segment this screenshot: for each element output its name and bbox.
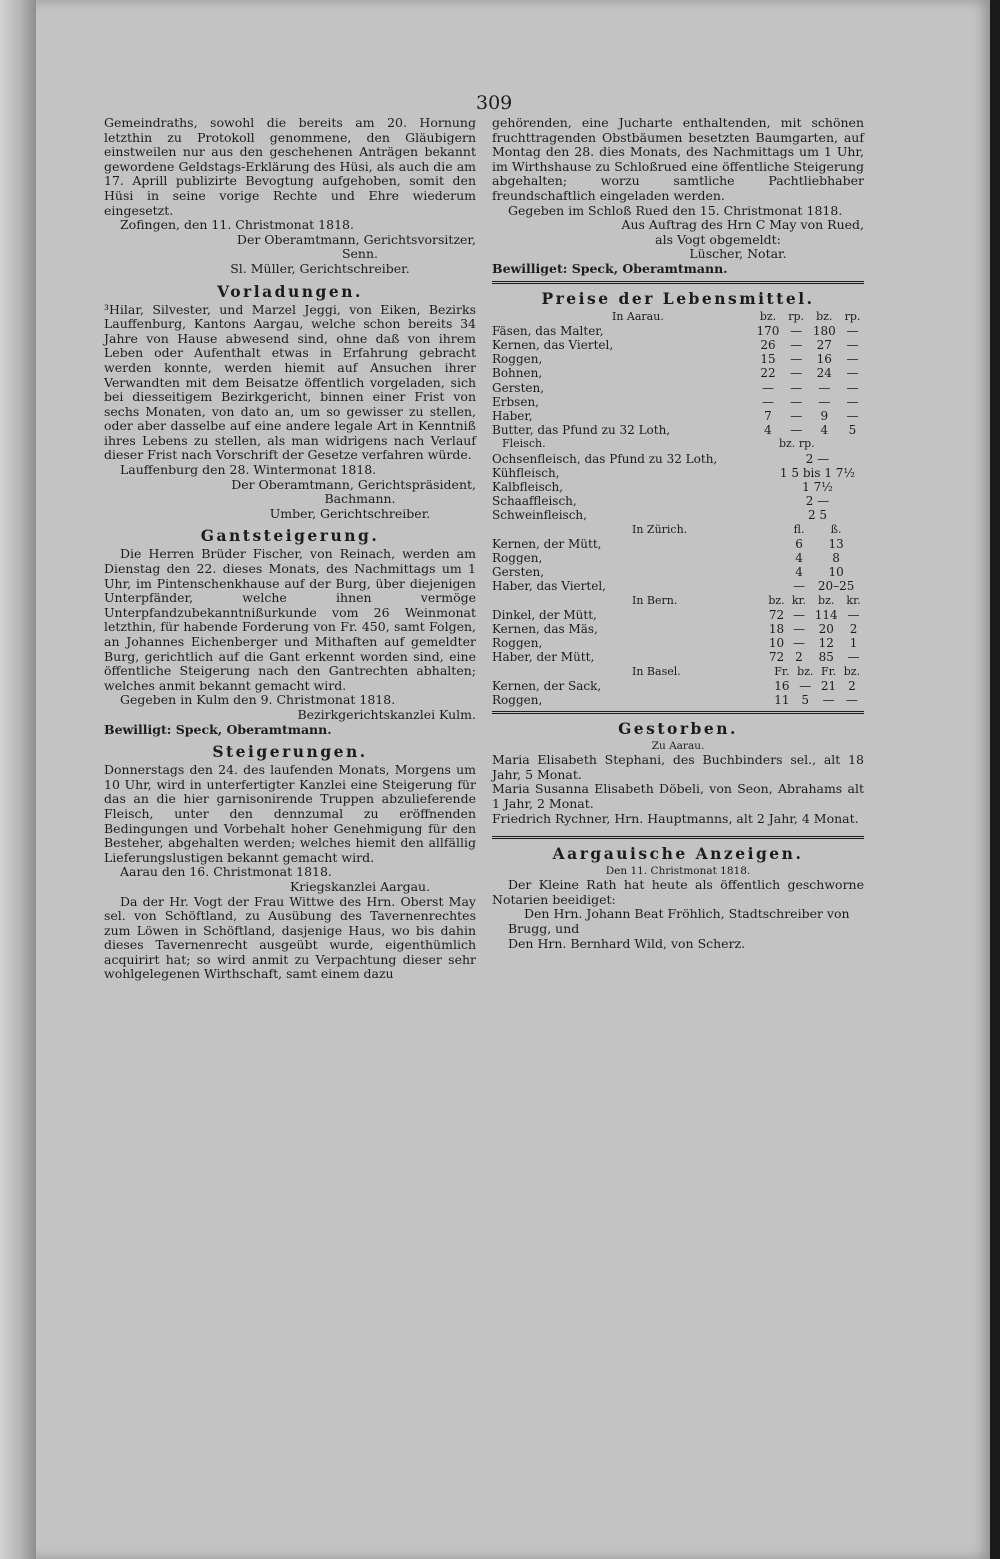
price-value: — <box>846 408 859 423</box>
section-heading-preise: Preise der Lebensmittel. <box>541 288 815 308</box>
price-value: 2 <box>849 622 858 636</box>
price-value: 10 <box>768 636 785 651</box>
section-heading-steigerungen: Steigerungen. <box>212 742 368 762</box>
price-value: 26 <box>760 337 776 352</box>
page-fold-shadow <box>0 0 36 1559</box>
price-value: — <box>790 366 803 381</box>
double-rule <box>492 836 864 839</box>
price-value: 13 <box>828 536 844 551</box>
price-value: — <box>790 394 803 409</box>
price-value: 27 <box>816 337 832 352</box>
price-value: — <box>799 678 812 693</box>
price-value: — <box>846 366 859 381</box>
double-rule <box>492 281 864 284</box>
price-value: 2 — <box>805 451 830 466</box>
price-row <box>492 508 864 522</box>
price-value: — <box>818 380 831 395</box>
price-value: 24 <box>816 366 832 381</box>
price-value: — <box>845 693 858 708</box>
price-value: — <box>790 352 803 367</box>
price-item: Kernen, das Mäs, <box>492 622 598 636</box>
signature-line: Bezirkgerichtskanzlei Kulm. <box>297 706 476 722</box>
price-value: — <box>761 380 774 395</box>
price-item: Ochsenfleisch, das Pfund zu 32 Loth, <box>492 451 718 466</box>
price-item: Gersten, <box>492 380 545 395</box>
approval-line: Bewilliget: Speck, Oberamtmann. <box>492 260 728 276</box>
price-value: 170 <box>756 323 780 338</box>
page-number: 309 <box>476 92 513 114</box>
price-value: 5 <box>848 423 857 438</box>
signature-name: Bachmann. <box>324 491 396 507</box>
price-item: Kernen, der Mütt, <box>492 536 602 551</box>
price-value: 20–25 <box>817 579 855 594</box>
price-value: 1 5 bis 1 7½ <box>779 465 856 480</box>
price-value: 4 <box>795 550 803 565</box>
price-value: — <box>792 622 805 636</box>
price-value: — <box>846 337 859 352</box>
price-row <box>492 324 864 338</box>
price-table-fleisch <box>492 437 864 522</box>
price-row <box>492 693 864 707</box>
price-value: 5 <box>801 693 810 708</box>
price-value: — <box>818 394 831 409</box>
price-item: Roggen, <box>492 550 543 565</box>
price-value: 2 <box>848 678 856 693</box>
price-item: Haber, <box>492 408 533 423</box>
price-value: 1 7½ <box>802 479 833 494</box>
price-item: Dinkel, der Mütt, <box>492 607 597 622</box>
approval-line: Bewilligt: Speck, Oberamtmann. <box>104 721 332 737</box>
date-subheading: Den 11. Christmonat 1818. <box>605 865 751 878</box>
price-item: Kernen, das Viertel, <box>492 337 614 352</box>
signature-line: als Vogt obgemeldt: <box>655 231 781 247</box>
price-value: 72 <box>768 650 785 665</box>
price-value: — <box>790 423 803 438</box>
price-value: 1 <box>849 636 858 651</box>
signature-name: Senn. <box>341 246 379 262</box>
place-date: Zofingen, den 11. Christmonat 1818. <box>120 217 354 233</box>
price-row <box>492 352 864 366</box>
section-heading-gestorben: Gestorben. <box>618 719 738 739</box>
market-label: In Aarau. <box>612 309 664 323</box>
death-notice: Maria Elisabeth Stephani, des Buchbinders sel., alt 18 Jahr, 5 Monat. <box>492 752 864 782</box>
column-header: rp. <box>788 309 805 323</box>
price-value: 4 <box>820 423 829 438</box>
price-item: Roggen, <box>492 352 543 367</box>
price-value: 9 <box>820 408 829 423</box>
price-value: 16 <box>816 352 832 367</box>
price-value: 10 <box>828 565 844 580</box>
price-row <box>492 636 864 650</box>
price-value: 11 <box>774 693 790 708</box>
price-value: 15 <box>760 352 776 367</box>
signature-line: Aus Auftrag des Hrn C May von Rued, <box>621 217 864 233</box>
price-value: 8 <box>832 550 840 565</box>
signature-name: Lüscher, Notar. <box>689 246 787 262</box>
notice-paragraph: ³Hilar, Silvester, und Marzel Jeggi, von Eiken, Bezirks Lauffenburg, Kantons Aargau, welche schon bereits 34 Jahre von Hause abwesend sind, ohne daß von ihrem Leben oder Aufenthalt etwas in Erfahrung gebracht werden konnte, werden hiemit auf Ansuchen ihrer Verwandten mit dem Beisatze öffentlich vorgeladen, sich bei diesseitigem Bezirkgericht, binnen einer Frist von sechs Monaten, von dato an, um so gewisser zu stellen, oder aber dasselbe auf eine andere legale Art in Kenntniß ihres Lebens zu stellen, als man widrigens nach Verlauf dieser Frist nach Vorschrift der Gesetze verfahren würde. <box>104 301 476 463</box>
price-value: 114 <box>814 607 838 622</box>
column-header: Fr. <box>774 664 790 678</box>
signature-line: Umber, Gerichtschreiber. <box>269 505 431 521</box>
notice-paragraph: Gemeindraths, sowohl die bereits am 20. Hornung letzthin zu Protokoll genommene, den Gläubigern einstweilen nur aus den geschehenen Anträgen bekannt gewordene Geldstags-Erklärung des Hüsi, als auch die am 17. Aprill publizirte Bevogtung aufgehoben, somit den Hüsi in seine vorige Rechte und Ehre wiederum eingesetzt. <box>104 115 476 218</box>
announcement-line: Der Kleine Rath hat heute als öffentlich geschworne Notarien beeidiget: <box>492 877 864 907</box>
price-row <box>492 551 864 565</box>
price-row <box>492 409 864 423</box>
price-value: 12 <box>818 636 834 651</box>
price-value: 2 <box>795 650 803 665</box>
market-label: In Zürich. <box>632 522 688 536</box>
section-heading-gantsteigerung: Gantsteigerung. <box>200 526 380 546</box>
signature-line: Kriegskanzlei Aargau. <box>289 878 431 894</box>
price-row <box>492 622 864 636</box>
right-column <box>492 116 864 951</box>
death-notice: Friedrich Rychner, Hrn. Hauptmanns, alt 2 Jahr, 4 Monat. <box>492 810 859 826</box>
price-value: 6 <box>795 536 803 551</box>
double-rule <box>492 711 864 714</box>
price-value: — <box>822 693 835 708</box>
price-value: 180 <box>812 323 836 338</box>
price-value: 2 — <box>805 494 830 509</box>
price-row <box>492 366 864 380</box>
price-value: — <box>792 607 805 622</box>
price-row <box>492 338 864 352</box>
column-header-rp: rp. <box>798 437 815 451</box>
column-header: bz. <box>843 664 861 678</box>
price-row <box>492 565 864 579</box>
price-value: — <box>790 408 803 423</box>
market-label: Fleisch. <box>502 437 546 451</box>
column-header: bz. <box>768 593 785 607</box>
price-value: 2 5 <box>807 508 828 523</box>
market-label: In Basel. <box>632 664 681 678</box>
price-value: — <box>793 579 806 594</box>
price-value: — <box>847 650 860 665</box>
price-row <box>492 679 864 693</box>
place-date: Gegeben in Kulm den 9. Christmonat 1818. <box>120 692 396 708</box>
price-item: Schweinfleisch, <box>492 508 587 523</box>
signature-line: Der Oberamtmann, Gerichtsvorsitzer, <box>236 231 476 247</box>
price-item: Bohnen, <box>492 366 543 381</box>
price-item: Erbsen, <box>492 394 539 409</box>
price-row <box>492 494 864 508</box>
price-row <box>492 650 864 664</box>
price-table-zurich <box>492 523 864 594</box>
price-row <box>492 579 864 593</box>
price-value: — <box>846 323 859 338</box>
price-value: 21 <box>820 678 837 693</box>
price-item: Kernen, der Sack, <box>492 678 602 693</box>
price-row <box>492 608 864 622</box>
price-item: Fäsen, das Malter, <box>492 323 604 338</box>
price-row <box>492 452 864 466</box>
column-header: kr. <box>791 593 807 607</box>
price-value: 18 <box>768 622 785 636</box>
column-header <box>771 437 864 451</box>
price-table-aarau <box>492 310 864 438</box>
place-date: Lauffenburg den 28. Wintermonat 1818. <box>120 462 377 478</box>
price-value: 85 <box>818 650 834 665</box>
place-date: Aarau den 16. Christmonat 1818. <box>120 864 332 880</box>
price-row <box>492 381 864 395</box>
price-value: 16 <box>774 678 790 693</box>
price-value: — <box>792 636 805 651</box>
price-value: 22 <box>760 366 776 381</box>
notice-paragraph: gehörenden, eine Jucharte enthaltenden, mit schönen fruchttragenden Obstbäumen besetzten Baumgarten, auf Montag den 28. dies Monats, des Nachmittags um 1 Uhr, im Wirthshause zu Schloßrued eine öffentliche Steigerung abgehalten; worzu samtliche Pachtliebhaber freundschaftlich eingeladen werden. <box>492 115 864 203</box>
column-header: bz. <box>797 664 814 678</box>
price-item: Haber, der Mütt, <box>492 650 595 665</box>
price-value: — <box>846 352 859 367</box>
price-row <box>492 395 864 409</box>
price-row <box>492 480 864 494</box>
column-header: bz. <box>759 309 777 323</box>
price-value: 7 <box>764 408 772 423</box>
announcement-line: Den Hrn. Bernhard Wild, von Scherz. <box>508 935 746 951</box>
price-item: Roggen, <box>492 636 543 651</box>
section-heading-anzeigen: Aargauische Anzeigen. <box>552 844 804 864</box>
price-value: 4 <box>795 565 803 580</box>
column-header: rp. <box>844 309 861 323</box>
signature-line: Sl. Müller, Gerichtschreiber. <box>230 260 410 276</box>
price-value: 72 <box>768 607 785 622</box>
price-value: — <box>790 323 803 338</box>
price-row <box>492 423 864 437</box>
price-value: 20 <box>818 622 834 636</box>
market-label: In Bern. <box>632 593 678 607</box>
notice-paragraph: Donnerstags den 24. des laufenden Monats, Morgens um 10 Uhr, wird in unterfertigter Kanzlei eine Steigerung für das an die hier garnisonirende Truppen abzulieferende Fleisch, unter den dennzumal zu eröffnenden Bedingungen und Vorbehalt hoher Genehmigung für den Besteher, abgehalten werden; welches hiemit den allfällig Lieferungslustigen bekannt gemacht wird. <box>104 762 476 865</box>
column-header-bz: bz. <box>778 437 796 451</box>
section-heading-vorladungen: Vorladungen. <box>217 281 363 301</box>
left-column <box>104 116 476 982</box>
price-item: Haber, das Viertel, <box>492 579 606 594</box>
price-item: Kalbfleisch, <box>492 479 564 494</box>
price-value: — <box>846 394 859 409</box>
column-header: ß. <box>830 522 842 536</box>
price-item: Butter, das Pfund zu 32 Loth, <box>492 423 671 438</box>
column-header: Fr. <box>820 664 837 678</box>
signature-line: Der Oberamtmann, Gerichtspräsident, <box>231 476 476 492</box>
price-table-basel <box>492 665 864 708</box>
price-value: — <box>790 380 803 395</box>
column-header: kr. <box>846 593 861 607</box>
place-date: Gegeben im Schloß Rued den 15. Christmonat 1818. <box>508 202 843 218</box>
price-item: Kühfleisch, <box>492 465 560 480</box>
place-subheading: Zu Aarau. <box>651 740 705 753</box>
column-header: fl. <box>793 522 805 536</box>
death-notice: Maria Susanna Elisabeth Döbeli, von Seon, Abrahams alt 1 Jahr, 2 Monat. <box>492 781 864 811</box>
announcement-line: Den Hrn. Johann Beat Fröhlich, Stadtschreiber von Brugg, und <box>508 906 850 936</box>
price-row <box>492 466 864 480</box>
price-table-bern <box>492 594 864 665</box>
price-value: — <box>847 607 860 622</box>
price-value: — <box>790 337 803 352</box>
price-row <box>492 537 864 551</box>
notice-paragraph: Da der Hr. Vogt der Frau Wittwe des Hrn. Oberst May sel. von Schöftland, zu Ausübung des Tavernenrechtes zum Löwen in Schöftland, dasjenige Haus, wo bis dahin dieses Tavernenrecht ausgeübt wurde, eigenthümlich acquirirt hat; so wird anmit zu Verpachtung dieser sehr wohlgelegenen Wirthschaft, samt einem dazu <box>104 893 476 982</box>
price-value: 4 <box>764 423 772 438</box>
price-item: Roggen, <box>492 693 543 708</box>
price-item: Gersten, <box>492 565 545 580</box>
column-header: bz. <box>816 309 833 323</box>
price-value: — <box>846 380 859 395</box>
notice-paragraph: Die Herren Brüder Fischer, von Reinach, werden am Dienstag den 22. dieses Monats, des Nachmittags um 1 Uhr, im Pintenschenkhause auf der Burg, über diejenigen Unterpfänder, welche ihnen vermöge Unterpfandzubekanntnißurkunde vom 26 Weinmonat letzthin, für habende Forderung von Fr. 450, samt Folgen, an Johannes Eichenberger und Mithaften auf gemeldter Burg, gerichtlich auf die Gant erkennt worden sind, eine öffentliche Steigerung nach den Gantrechten abhalten; welches anmit bekannt gemacht wird. <box>104 546 476 693</box>
price-item: Schaaffleisch, <box>492 494 577 509</box>
price-value: — <box>761 394 774 409</box>
column-header: bz. <box>818 593 835 607</box>
